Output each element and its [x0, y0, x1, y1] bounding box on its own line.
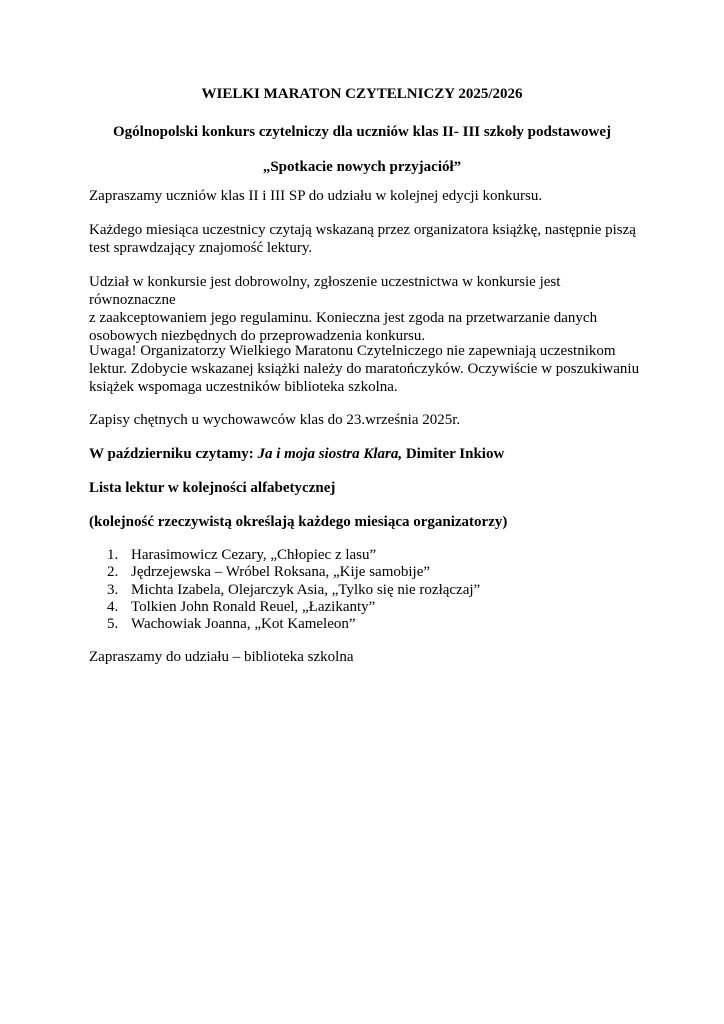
book-list [89, 546, 649, 632]
list-item-number: 2. [107, 564, 119, 581]
october-author: Dimiter Inkiow [402, 446, 505, 462]
list-item [89, 598, 649, 615]
october-book-title: Ja i moja siostra Klara, [257, 446, 403, 462]
voluntary-line-1: Udział w konkursie jest dobrowolny, zgłoszenie uczestnictwa w konkursie jest równoznaczne [89, 274, 561, 308]
notice-paragraph [89, 342, 649, 396]
order-note [89, 513, 649, 531]
monthly-line-2: test sprawdzający znajomość lektury. [89, 240, 313, 256]
list-item [89, 563, 649, 580]
voluntary-paragraph [89, 273, 649, 345]
signup-text: Zapisy chętnych u wychowawców klas do 23.września 2025r. [89, 412, 461, 428]
order-note-text: (kolejność rzeczywistą określają każdego miesiąca organizatorzy) [89, 514, 508, 530]
voluntary-line-2: z zaakceptowaniem jego regulaminu. Konieczna jest zgoda na przetwarzanie danych [89, 310, 598, 326]
list-item [89, 581, 649, 598]
list-item-text: Tolkien John Ronald Reuel, „Łazikanty” [131, 598, 376, 615]
notice-line-1: Uwaga! Organizatorzy Wielkiego Maratonu Czytelniczego nie zapewniają uczestnikom [89, 343, 616, 359]
list-item-number: 3. [107, 581, 119, 598]
closing-text: Zapraszamy do udziału – biblioteka szkolna [89, 649, 354, 665]
list-item-text: Wachowiak Joanna, „Kot Kameleon” [131, 616, 356, 633]
list-item-text: Jędrzejewska – Wróbel Roksana, „Kije samobije” [131, 564, 431, 581]
list-item-text: Michta Izabela, Olejarczyk Asia, „Tylko się nie rozłączaj” [131, 581, 481, 598]
closing-paragraph [89, 648, 649, 666]
list-item-number: 1. [107, 547, 119, 563]
list-heading-text: Lista lektur w kolejności alfabetycznej [89, 480, 336, 496]
list-item-number: 5. [107, 616, 119, 633]
notice-line-2: lektur. Zdobycie wskazanej książki należy do maratończyków. Oczywiście w poszukiwaniu [89, 361, 640, 377]
invite-paragraph [89, 187, 649, 205]
list-item-text: Harasimowicz Cezary, „Chłopiec z lasu” [131, 547, 377, 563]
document-subtitle: Ogólnopolski konkurs czytelniczy dla uczniów klas II- III szkoły podstawowej [113, 124, 611, 140]
document-title: WIELKI MARATON CZYTELNICZY 2025/2026 [201, 86, 523, 102]
invite-text: Zapraszamy uczniów klas II i III SP do udziału w kolejnej edycji konkursu. [89, 188, 543, 204]
list-item [89, 546, 649, 563]
notice-line-3: książek wspomaga uczestników biblioteka szkolna. [89, 379, 398, 395]
signup-paragraph [89, 411, 649, 429]
october-reading [89, 445, 649, 463]
list-heading [89, 479, 649, 497]
monthly-paragraph [89, 221, 649, 257]
contest-motto: „Spotkacie nowych przyjaciół” [262, 159, 462, 175]
monthly-line-1: Każdego miesiąca uczestnicy czytają wskazaną przez organizatora książkę, następnie piszą [89, 222, 636, 238]
october-label: W październiku czytamy: [89, 446, 258, 462]
list-item [89, 615, 649, 632]
list-item-number: 4. [107, 598, 119, 615]
voluntary-line-3: osobowych niezbędnych do przeprowadzenia konkursu. [89, 328, 426, 344]
